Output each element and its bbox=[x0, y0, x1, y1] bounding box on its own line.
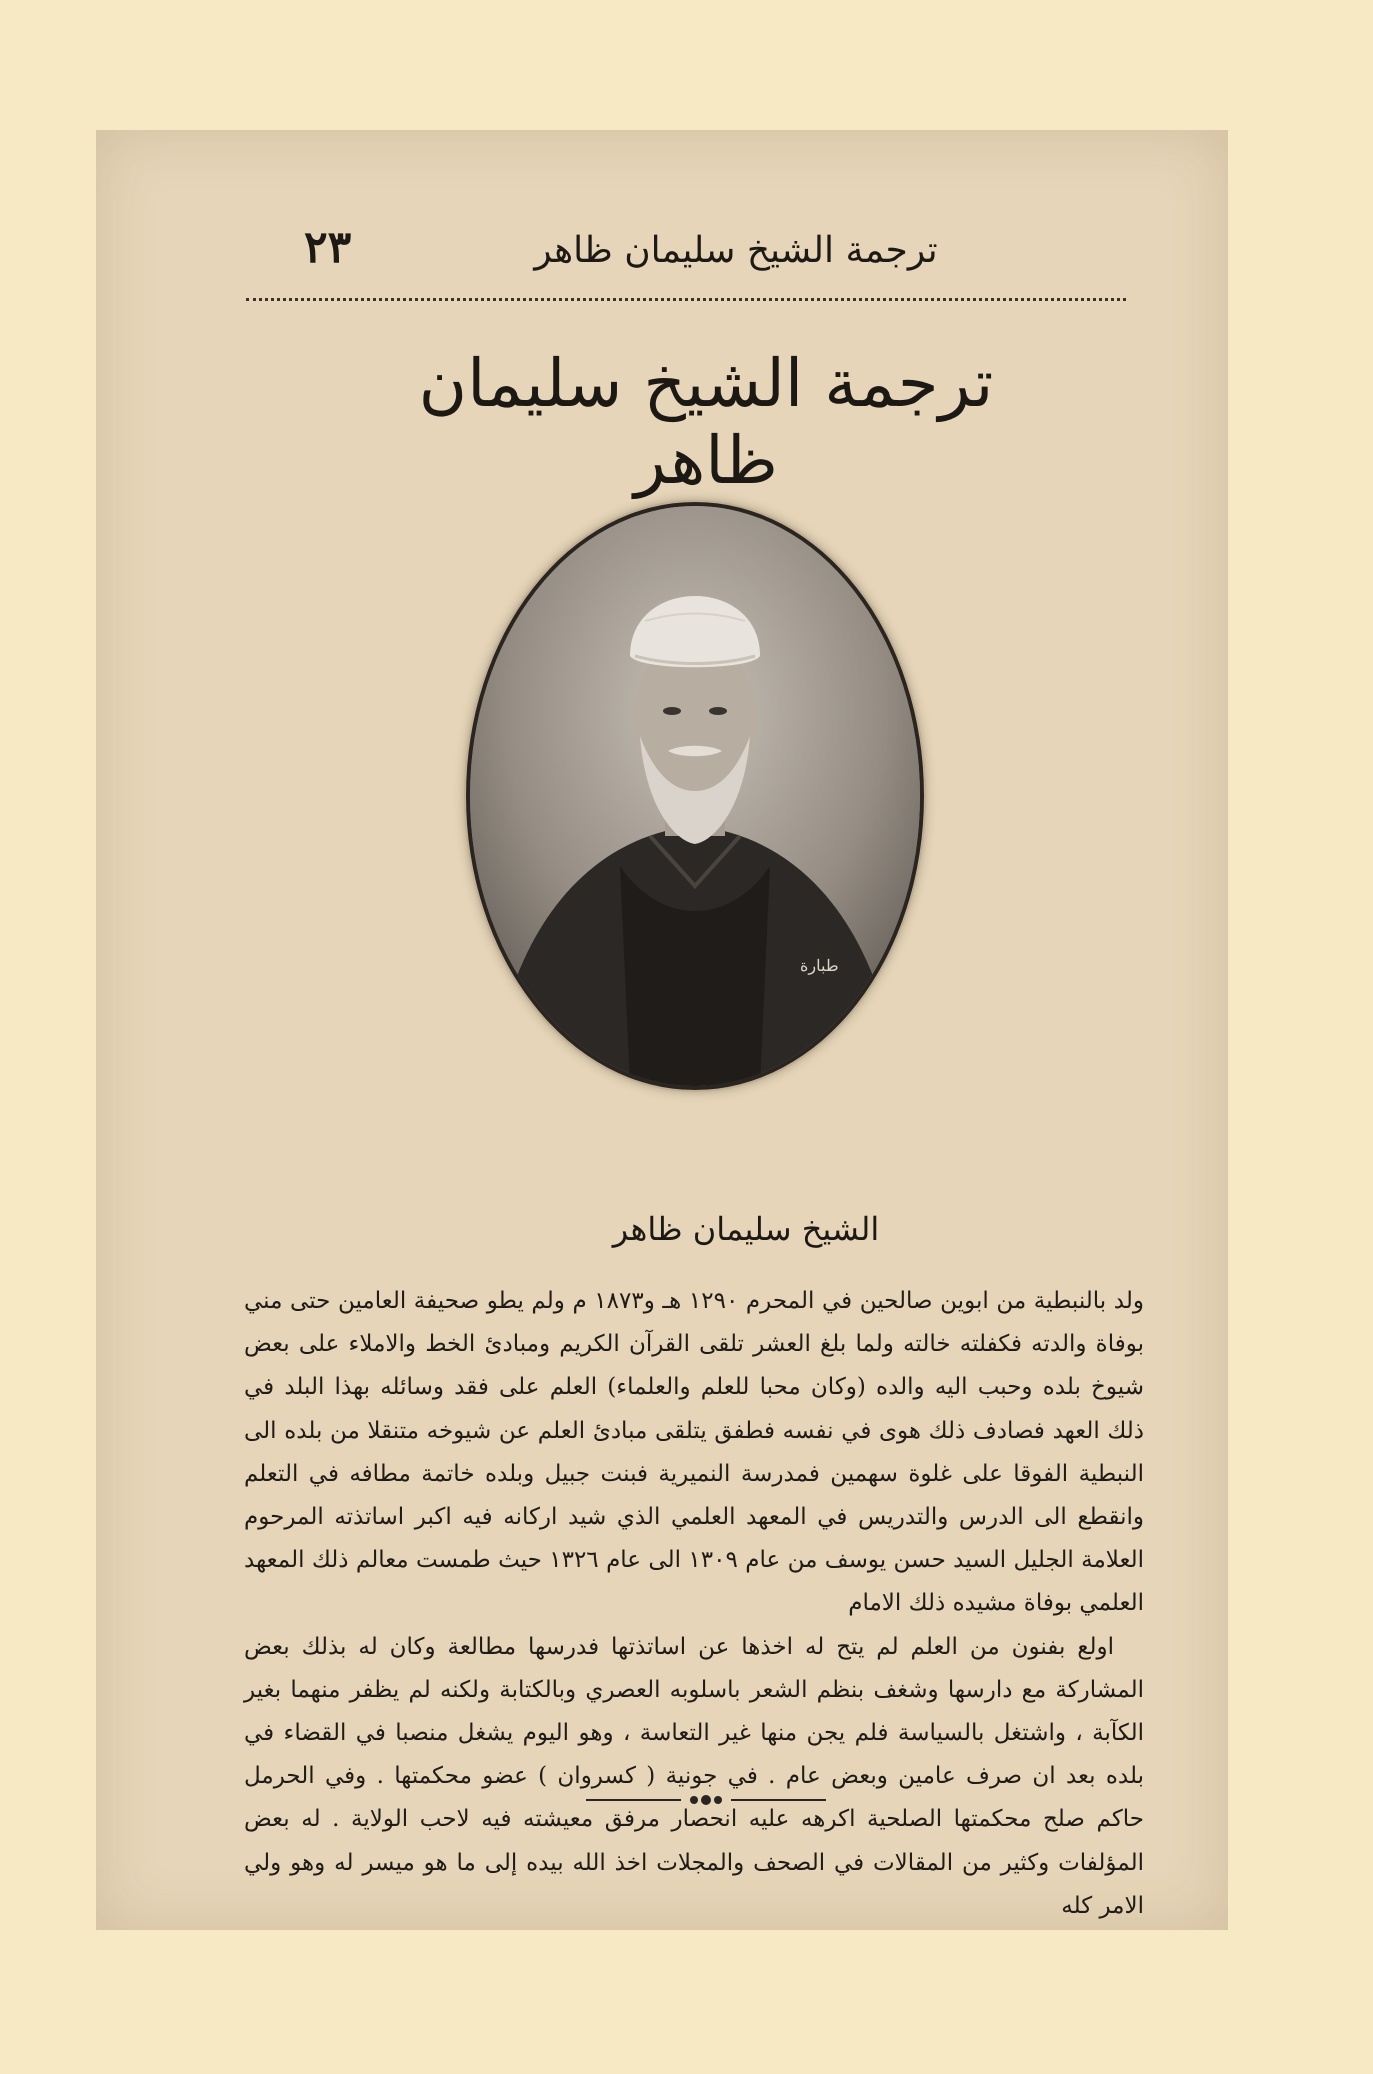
page-number: ٢٣ bbox=[304, 222, 352, 273]
portrait-photo bbox=[466, 502, 924, 1090]
header-divider bbox=[246, 298, 1126, 301]
photo-signature: طبارة bbox=[800, 956, 839, 975]
running-title: ترجمة الشيخ سليمان ظاهر bbox=[534, 230, 938, 271]
book-page bbox=[96, 130, 1228, 1930]
running-header bbox=[96, 130, 1228, 330]
paragraph-1: ولد بالنبطية من ابوين صالحين في المحرم ١٢٩٠ هـ و١٨٧٣ م ولم يطو صحيفة العامين حتى مني بوفاة والدته فكفلته خالته ولما بلغ العشر تلقى القرآن الكريم ومبادئ الخط والاملاء على بعض شيوخ بلده وحبب اليه والده (وكان محبا للعلم والعلماء) العلم على فقد وسائله بهذا البلد في ذلك العهد فصادف ذلك هوى في نفسه فطفق يتلقى مبادئ العلم عن شيوخه متنقلا من بلده الى النبطية الفوقا على غلوة سهمين فمدرسة النميرية فبنت جبيل وبلده خاتمة مطافه في التعلم وانقطع الى الدرس والتدريس في المعهد العلمي الذي شيد اركانه فيه اكبر اساتذته المرحوم العلامة الجليل السيد حسن يوسف من عام ١٣٠٩ الى عام ١٣٢٦ حيث طمست معالم ذلك المعهد العلمي بوفاة مشيده ذلك الامام bbox=[244, 1288, 1144, 1617]
article-title: ترجمة الشيخ سليمان ظاهر bbox=[418, 345, 994, 499]
article-body bbox=[244, 1280, 1144, 1928]
portrait-caption: الشيخ سليمان ظاهر bbox=[612, 1210, 880, 1248]
end-ornament bbox=[586, 1790, 826, 1810]
portrait-illustration bbox=[470, 506, 920, 1086]
paragraph-2: اولع بفنون من العلم لم يتح له اخذها عن اساتذتها فدرسها مطالعة وكان له بذلك بعض المشاركة مع دارسها وشغف بنظم الشعر باسلوبه العصري وبالكتابة ولكنه لم يظفر منهما بغير الكآبة ، واشتغل بالسياسة فلم يجن منها غير التعاسة ، وهو اليوم يشغل منصبا في القضاء في بلده بعد ان صرف عامين وبعض عام . في جونية ( كسروان ) عضو محكمتها . وفي الحرمل حاكم صلح محكمتها الصلحية اكرهه عليه انحصار مرفق معيشته فيه لاحب الولاية . له بعض المؤلفات وكثير من المقالات في الصحف والمجلات اخذ الله بيده إلى ما هو ميسر له وهو ولي الامر كله bbox=[244, 1633, 1144, 1919]
